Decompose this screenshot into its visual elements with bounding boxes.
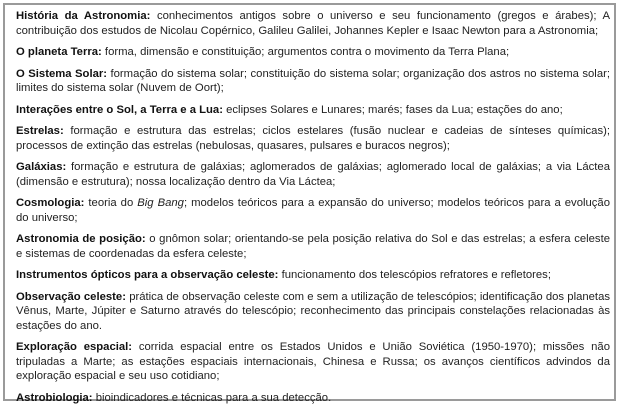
topic-interacoes	[16, 103, 610, 118]
topic-text: ; modelos teóricos para a expansão do universo; modelos teóricos para a evolução do universo;	[16, 197, 610, 224]
topic-title: Estrelas:	[16, 125, 64, 137]
topic-text: formação e estrutura de galáxias; aglomerados de galáxias; aglomerado local de galáxias; a via Láctea (dimensão e estrutura); nossa localização dentro da Via Láctea;	[16, 161, 610, 188]
topic-text: o gnômon solar; orientando-se pela posição relativa do Sol e das estrelas; a esfera celeste e sistemas de coordenadas da esfera celeste;	[16, 233, 610, 260]
topics-box	[3, 3, 616, 404]
topic-estrelas	[16, 124, 610, 153]
topic-title: Observação celeste:	[16, 290, 126, 303]
topic-title: Galáxias:	[16, 161, 67, 173]
topic-title: Interações entre o Sol, a Terra e a Lua:	[16, 103, 223, 116]
topic-text-italic: Big Bang	[137, 197, 184, 209]
topic-instrumentos	[16, 268, 610, 283]
topic-text: formação e estrutura das estrelas; ciclos estelares (fusão nuclear e cadeias de sínteses químicas); processos de extinção das estrelas (nebulosas, quasares, pulsares e buracos negros);	[16, 125, 610, 152]
topic-exploracao	[16, 340, 610, 384]
topic-text: prática de observação celeste com e sem a utilização de telescópios; identificação dos planetas Vênus, Marte, Júpiter e Saturno através do telescópio; reconhecimento das principais constelações relacionadas às estações do ano.	[16, 290, 610, 332]
topic-text: eclipses Solares e Lunares; marés; fases da Lua; estações do ano;	[222, 103, 563, 116]
topics-list	[16, 9, 610, 412]
topic-astronomia-posicao	[16, 232, 610, 261]
topic-astrobiologia	[16, 391, 610, 406]
topic-title: O planeta Terra:	[16, 46, 102, 58]
topic-text: forma, dimensão e constituição; argumentos contra o movimento da Terra Plana;	[101, 46, 510, 58]
topic-text: funcionamento dos telescópios refratores e refletores;	[278, 269, 551, 281]
topic-title: Astrobiologia:	[16, 391, 93, 404]
topic-title: Exploração espacial:	[16, 341, 133, 353]
topic-text: corrida espacial entre os Estados Unidos e União Soviética (1950-1970); missões não tripuladas a Marte; as estações espaciais internacionais, Chinesa e Russa; os avanços científicos advindos da exploração espacial e seu uso cotidiano;	[16, 341, 610, 382]
topic-title: Instrumentos ópticos para a observação celeste:	[16, 269, 279, 281]
topic-cosmologia	[16, 196, 610, 225]
topic-title: Cosmologia:	[16, 197, 85, 209]
topic-planeta-terra	[16, 45, 610, 60]
topic-title: História da Astronomia:	[16, 10, 151, 22]
topic-sistema-solar	[16, 67, 610, 96]
topic-text: formação do sistema solar; constituição do sistema solar; organização dos astros no sistema solar; limites do sistema solar (Nuvem de Oort);	[16, 67, 610, 94]
topic-text: conhecimentos antigos sobre o universo e seu funcionamento (gregos e árabes); A contribuição dos estudos de Nicolau Copérnico, Galileu Galilei, Johannes Kepler e Isaac Newton para a Astronomia;	[16, 10, 610, 37]
topic-text: bioindicadores e técnicas para a sua detecção.	[92, 391, 332, 404]
topic-historia	[16, 9, 610, 38]
topic-text: teoria do	[84, 197, 138, 209]
topic-galaxias	[16, 160, 610, 189]
topic-observacao	[16, 290, 610, 334]
topic-title: O Sistema Solar:	[16, 67, 108, 80]
topic-title: Astronomia de posição:	[16, 233, 146, 245]
